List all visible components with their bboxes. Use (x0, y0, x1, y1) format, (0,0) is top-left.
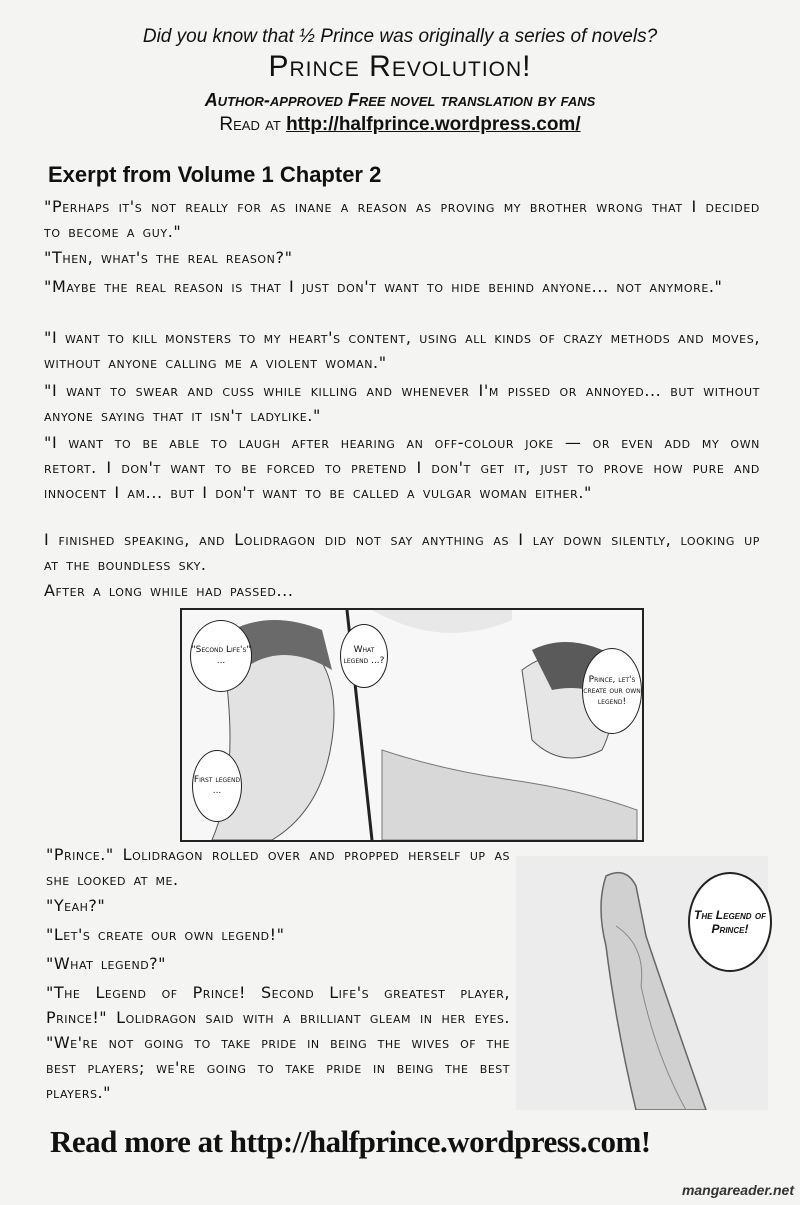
excerpt-paragraph: "The Legend of Prince! Second Life's greatest player, Prince!" Lolidragon said with a brilliant gleam in her eyes. "We're not going to take pride in being the wives of the best players; we're going to take pride in being the best players." (46, 983, 510, 1102)
manga-panel (180, 608, 644, 842)
excerpt-paragraph: "Prince." Lolidragon rolled over and propped herself up as she looked at me. (46, 845, 510, 889)
excerpt-heading: Exerpt from Volume 1 Chapter 2 (48, 162, 382, 187)
speech-bubble: "Second Life's" ... (190, 620, 252, 692)
excerpt-paragraph: "Then, what's the real reason?" (44, 248, 293, 267)
watermark: mangareader.net (681, 1182, 794, 1198)
read-at-line (0, 114, 800, 136)
legend-speech-bubble: The Legend of Prince! (688, 872, 772, 972)
excerpt-paragraph: "Perhaps it's not really for as inane a reason as proving my brother wrong that I decided to become a guy." (44, 197, 760, 241)
speech-bubble: First legend ... (192, 750, 242, 822)
excerpt-paragraph: "Maybe the real reason is that I just don't want to hide behind anyone... not anymore." (44, 277, 723, 296)
read-at-label: Read at (219, 114, 281, 135)
intro-line: Did you know that ½ Prince was originally a series of novels? (142, 26, 658, 47)
excerpt-paragraph: I finished speaking, and Lolidragon did not say anything as I lay down silently, looking up at the boundless sky. (44, 530, 760, 574)
excerpt-paragraph: After a long while had passed... (44, 581, 294, 600)
site-link[interactable]: http://halfprince.wordpress.com/ (286, 114, 581, 135)
speech-bubble: What legend ...? (340, 624, 388, 688)
excerpt-paragraph: "I want to be able to laugh after hearing an off-colour joke — or even add my own retort. I don't want to be forced to pretend I don't get it, just to prove how pure and innocent I am... but I don't want to be called a vulgar woman either." (44, 433, 760, 502)
speech-bubble: Prince, let's create our own legend! (582, 648, 642, 734)
excerpt-paragraph: "Let's create our own legend!" (46, 925, 285, 944)
read-more-link[interactable]: Read more at http://halfprince.wordpress.com! (50, 1124, 651, 1159)
excerpt-paragraph: "I want to swear and cuss while killing and whenever I'm pissed or annoyed... but without anyone saying that it isn't ladylike." (44, 381, 760, 425)
page-subtitle: Author-approved Free novel translation by fans (204, 90, 596, 110)
page-title: Prince Revolution! (268, 50, 532, 83)
excerpt-paragraph: "Yeah?" (46, 896, 106, 915)
excerpt-paragraph: "What legend?" (46, 954, 167, 973)
excerpt-paragraph: "I want to kill monsters to my heart's content, using all kinds of crazy methods and moves, without anyone calling me a violent woman." (44, 328, 760, 372)
manga-art (182, 610, 642, 840)
